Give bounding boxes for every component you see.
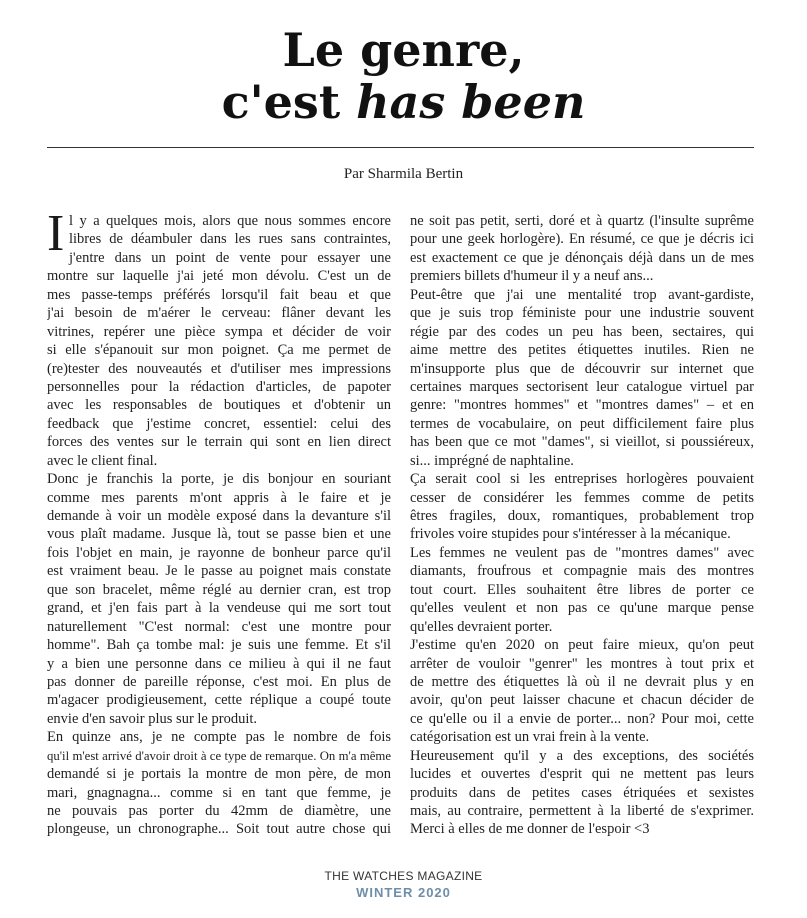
text-line: tout court. Elles souhaitent être libres de porter ce bbox=[410, 581, 754, 598]
text-line: arrêter de vouloir "genrer" les montres à tout prix et bbox=[410, 655, 754, 672]
text-line: grand, et j'en fais part à la vendeuse qui me sort tout bbox=[47, 600, 391, 617]
text-line: aime mettre des petites étiquettes inutiles. Rien ne bbox=[410, 342, 754, 359]
text-line: qu'elles devraient porter. bbox=[410, 618, 553, 635]
drop-cap: I bbox=[47, 205, 65, 262]
text-line: vous plaît madame. Jusque là, tout se passe bien et une bbox=[47, 526, 391, 543]
text-line: envie d'en savoir plus sur le produit. bbox=[47, 710, 258, 727]
title-text-2: c'est bbox=[221, 75, 357, 129]
text-line: ne pouvais pas porter du 42mm de diamètre, une bbox=[47, 803, 391, 819]
text-line: fois l'objet en main, je rayonne de bonheur parce qu'il bbox=[47, 544, 391, 561]
text-line: qu'il m'est arrivé d'avoir droit à ce type de remarque. On m'a même bbox=[47, 748, 391, 763]
text-line: Ça serait cool si les entreprises horlogères pouvaient bbox=[410, 471, 754, 488]
text-line: pour une geek horlogère). En résumé, ce que je décris ici bbox=[410, 231, 754, 248]
text-line: Peut-être que j'ai une mentalité trop avant-gardiste, bbox=[410, 286, 754, 303]
left-column bbox=[47, 205, 391, 839]
text-line: vitrines, repérer une pièce sympa et décider de voir bbox=[47, 323, 391, 340]
text-line: y a bien une personne dans ce milieu à qui il ne faut bbox=[47, 655, 391, 672]
text-line: avoir, qu'on peut laisser chacune et chacun décider de bbox=[410, 692, 754, 709]
text-line: j'ai besoin de m'aérer le cerveau: flâner devant les bbox=[47, 305, 391, 322]
text-line: Merci à elles de me donner de l'espoir <3 bbox=[410, 821, 650, 838]
text-line: En quinze ans, je ne compte pas le nombre de fois bbox=[47, 729, 391, 746]
text-line: Heureusement qu'il y a des exceptions, des sociétés bbox=[410, 747, 754, 764]
text-line: Les femmes ne veulent pas de "montres dames" avec bbox=[410, 544, 754, 561]
text-line: lucides et ouvertes d'esprit qui ne mettent pas leurs bbox=[410, 766, 754, 783]
text-line: mais, au contraire, permettent à la liberté de s'exprimer. bbox=[410, 803, 754, 819]
text-line: si elle s'épanouit sur mon poignet. Ça me permet de bbox=[47, 342, 391, 359]
text-line: forces des ventes sur le terrain qui sont en lien direct bbox=[47, 434, 391, 451]
text-line: genre: "montres hommes" et "montres dames" – et en bbox=[410, 397, 754, 414]
text-line: pas donner de pareille réponse, c'est moi. En plus de bbox=[47, 673, 391, 690]
text-line: comme mes parents m'ont appris à le faire et je bbox=[47, 489, 391, 506]
text-line: mes passe-temps préférés lorsqu'il fait beau et que bbox=[47, 286, 391, 303]
text-line: feedback que j'estime concret, essentiel: celui des bbox=[47, 415, 391, 432]
text-line: J'estime qu'en 2020 on peut faire mieux, qu'on peut bbox=[410, 637, 754, 654]
text-line: certaines marques sectorisent leur catalogue virtuel par bbox=[410, 378, 754, 395]
title-text-2-italic: has been bbox=[356, 75, 586, 129]
title-divider bbox=[47, 147, 754, 148]
text-line: demandé si je portais la montre de mon père, de mon bbox=[47, 766, 391, 783]
text-line: personnelles pour la rédaction d'articles, de papoter bbox=[47, 378, 391, 395]
text-line: avec le client final. bbox=[47, 452, 158, 469]
text-line: homme". Bah ça tombe mal: je suis une femme. Et s'il bbox=[47, 637, 391, 654]
text-line: catégorisation est un vrai frein à la vente. bbox=[410, 729, 650, 746]
text-line: avec les responsables de boutiques et d'obtenir un bbox=[47, 397, 391, 414]
text-line: êtres fragiles, doux, romantiques, probablement trop bbox=[410, 508, 754, 524]
right-column bbox=[410, 212, 754, 839]
text-line: j'entre dans un point de vente pour essayer une bbox=[69, 249, 391, 266]
text-line: produits dans de petites cases étriquées et sexistes bbox=[410, 784, 754, 801]
text-line: libres de déambuler dans les rues sans contraintes, bbox=[69, 231, 391, 248]
text-line: qu'elles veulent et non pas ce qu'une marque pense bbox=[410, 600, 754, 617]
text-line: has been que ce mot "dames", si vieillot, si poussiéreux, bbox=[410, 434, 754, 451]
text-line: est vraiment beau. Je le passe au poignet mais constate bbox=[47, 563, 391, 580]
text-line: que son bracelet, même réglé au dernier cran, est trop bbox=[47, 581, 391, 598]
text-line: ne soit pas petit, serti, doré et à quartz (l'insulte suprême bbox=[410, 213, 754, 229]
text-line: montre sur laquelle j'ai jeté mon dévolu. C'est un de bbox=[47, 268, 391, 285]
text-line: Donc je franchis la porte, je dis bonjour en souriant bbox=[47, 471, 391, 488]
text-line: cesser de considérer les femmes comme de petits bbox=[410, 489, 754, 506]
text-line: naturellement "C'est normal: c'est une montre pour bbox=[47, 618, 391, 635]
article-title-line-2 bbox=[0, 74, 807, 130]
text-line: termes de vocabulaire, on peut difficilement faire plus bbox=[410, 415, 754, 432]
text-line: est exactement ce que je dénonçais déjà dans un de mes bbox=[410, 249, 754, 266]
text-line: ce qu'elle ou il a envie de porter... non? Pour moi, cette bbox=[410, 710, 754, 727]
text-line: demande à voir un modèle exposé dans la devanture s'il bbox=[47, 508, 391, 524]
magazine-name: THE WATCHES MAGAZINE bbox=[324, 869, 483, 883]
title-text-1: Le genre, bbox=[282, 23, 525, 77]
article-title-line-1 bbox=[0, 22, 807, 78]
text-line: (re)tester des nouveautés et d'utiliser mes impressions bbox=[47, 360, 391, 377]
text-line: que je suis trop féministe pour une industrie souvent bbox=[410, 305, 754, 322]
text-line: plongeuse, un chronographe... Soit tout autre chose qui bbox=[47, 821, 391, 838]
text-line: m'insupporte plus que de découvrir sur internet que bbox=[410, 360, 754, 377]
text-line: frivoles voire stupides pour s'intéresser à la mécanique. bbox=[410, 526, 731, 543]
text-line: diamants, froufrous et compagnie mais des montres bbox=[410, 563, 754, 580]
byline: Par Sharmila Bertin bbox=[343, 166, 464, 182]
text-line: l y a quelques mois, alors que nous sommes encore bbox=[69, 213, 391, 229]
magazine-issue: WINTER 2020 bbox=[356, 885, 451, 900]
text-line: de mettre des étiquettes là où il ne devrait plus y en bbox=[410, 673, 754, 690]
text-line: m'agacer prodigieusement, cette réplique a coupé toute bbox=[47, 692, 391, 709]
text-line: régie par des codes un peu has been, sectaires, qui bbox=[410, 323, 754, 340]
text-line: mari, gnagnagna... comme si en tant que femme, je bbox=[47, 784, 391, 801]
text-line: si... imprégné de naphtaline. bbox=[410, 452, 574, 469]
text-line: premiers billets d'humeur il y a neuf ans... bbox=[410, 268, 654, 285]
